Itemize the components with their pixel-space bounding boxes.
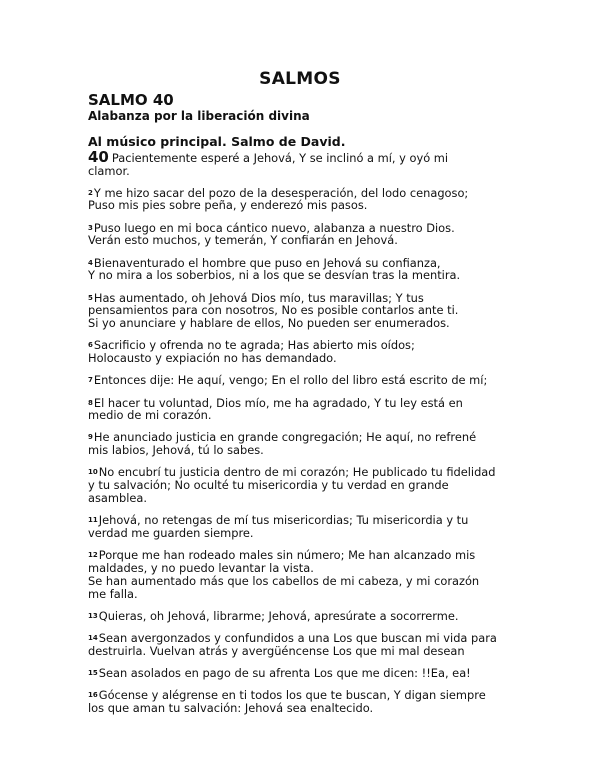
verse-text: He anunciado justicia en grande congregación; He aquí, no refrené mis labios, Jehová, tú lo sabes.	[88, 430, 477, 458]
chapter-number: 40	[88, 148, 109, 166]
verse-number: 14	[88, 634, 98, 642]
verse-number: 5	[88, 293, 93, 302]
verse-number: 2	[88, 188, 93, 197]
verse-number: 12	[88, 551, 98, 560]
verse-8	[88, 397, 528, 423]
verse-number: 4	[88, 258, 93, 267]
verse-text: Sean avergonzados y confundidos a una Los que buscan mi vida para destruirla. Vuelvan atrás y avergüéncense Los que mi mal desean	[88, 631, 497, 658]
verse-11	[88, 514, 528, 540]
verse-1	[88, 148, 528, 178]
verse-13	[88, 610, 528, 623]
verse-6	[88, 339, 528, 365]
verse-text: Pacientemente esperé a Jehová, Y se inclinó a mí, y oyó mi clamor.	[88, 151, 449, 178]
verse-number: 8	[88, 398, 93, 407]
verse-text: No encubrí tu justicia dentro de mi corazón; He publicado tu fidelidad y tu salvación; No oculté tu misericordia y tu verdad en grande asamblea.	[88, 465, 496, 506]
verse-text: El hacer tu voluntad, Dios mío, me ha agradado, Y tu ley está en medio de mi corazón.	[88, 395, 463, 423]
verse-number: 15	[88, 668, 98, 677]
verse-number: 6	[88, 341, 93, 350]
verse-number: 16	[88, 691, 98, 700]
verse-number: 7	[88, 376, 93, 385]
verse-16	[88, 689, 528, 715]
verse-text: Sean asolados en pago de su afrenta Los que me dicen: !!Ea, ea!	[98, 665, 471, 680]
verse-text: Has aumentado, oh Jehová Dios mío, tus maravillas; Y tus pensamientos para con nosotros, No es posible contarlos ante ti. Si yo anunciare y hablare de ellos, No pueden ser enumerados.	[88, 290, 459, 331]
verse-12	[88, 549, 528, 600]
verse-4	[88, 257, 528, 283]
book-title: SALMOS	[259, 69, 341, 89]
verse-text: Y me hizo sacar del pozo de la desesperación, del lodo cenagoso; Puso mis pies sobre peña, y enderezó mis pasos.	[88, 185, 469, 213]
verse-number: 9	[88, 433, 93, 442]
verse-text: Puso luego en mi boca cántico nuevo, alabanza a nuestro Dios. Verán esto muchos, y temerán, Y confiarán en Jehová.	[88, 220, 455, 248]
verse-3	[88, 222, 528, 248]
verse-number: 10	[88, 468, 98, 477]
verse-14	[88, 632, 528, 658]
verse-text: Bienaventurado el hombre que puso en Jehová su confianza, Y no mira a los soberbios, ni a los que se desvían tras la mentira.	[88, 255, 461, 283]
verse-2	[88, 187, 528, 213]
verse-number: 11	[88, 516, 98, 525]
verse-number: 3	[88, 223, 93, 232]
verse-9	[88, 431, 528, 457]
verse-5	[88, 292, 528, 330]
verse-text: Sacrificio y ofrenda no te agrada; Has abierto mis oídos; Holocausto y expiación no has demandado.	[88, 338, 415, 366]
superscription: Al músico principal. Salmo de David.	[88, 134, 346, 149]
verse-number: 13	[88, 611, 98, 620]
verse-text: Gócense y alégrense en ti todos los que te buscan, Y digan siempre los que aman tu salvación: Jehová sea enaltecido.	[88, 688, 486, 715]
verse-list	[88, 148, 528, 724]
verse-15	[88, 667, 528, 680]
verse-text: Entonces dije: He aquí, vengo; En el rollo del libro está escrito de mí;	[93, 373, 488, 388]
verse-text: Quieras, oh Jehová, librarme; Jehová, apresúrate a socorrerme.	[98, 608, 459, 623]
verse-10	[88, 466, 528, 504]
verse-7	[88, 374, 528, 387]
psalm-heading: SALMO 40	[88, 91, 174, 109]
verse-text: Jehová, no retengas de mí tus misericordias; Tu misericordia y tu verdad me guarden siempre.	[88, 513, 469, 541]
psalm-subtitle: Alabanza por la liberación divina	[88, 109, 310, 123]
verse-text: Porque me han rodeado males sin número; Me han alcanzado mis maldades, y no puedo levantar la vista. Se han aumentado más que los cabellos de mi cabeza, y mi corazón me falla.	[88, 548, 480, 601]
